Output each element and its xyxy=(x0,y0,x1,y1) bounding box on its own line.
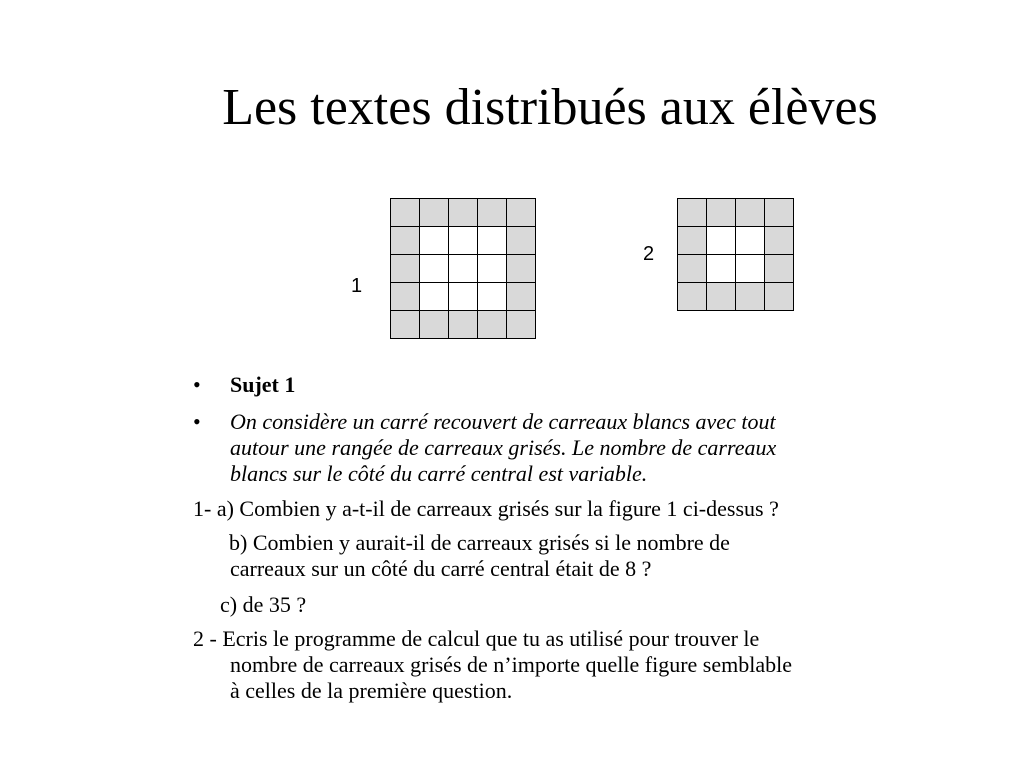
subject-heading: Sujet 1 xyxy=(230,372,296,397)
question-2-line: 2 - Ecris le programme de calcul que tu as utilisé pour trouver le xyxy=(193,626,760,651)
figure-1-label: 1 xyxy=(351,275,363,297)
slide-title: Les textes distribués aux élèves xyxy=(222,79,878,136)
bullet-symbol: • xyxy=(193,372,201,397)
question-1b-line: b) Combien y aurait-il de carreaux grisés si le nombre de xyxy=(229,530,730,555)
question-1a: 1- a) Combien y a-t-il de carreaux grisés sur la figure 1 ci-dessus ? xyxy=(193,496,779,521)
question-1c: c) de 35 ? xyxy=(220,592,307,617)
problem-statement-line: autour une rangée de carreaux grisés. Le nombre de carreaux xyxy=(230,435,777,460)
problem-statement-line: On considère un carré recouvert de carreaux blancs avec tout xyxy=(230,409,776,434)
question-2-line: nombre de carreaux grisés de n’importe quelle figure semblable xyxy=(230,652,792,677)
figure-2-label: 2 xyxy=(643,243,655,265)
bullet-symbol: • xyxy=(193,409,201,434)
question-2-line: à celles de la première question. xyxy=(230,678,513,703)
question-1b-line: carreaux sur un côté du carré central était de 8 ? xyxy=(230,556,652,581)
problem-statement-line: blancs sur le côté du carré central est variable. xyxy=(230,461,648,486)
